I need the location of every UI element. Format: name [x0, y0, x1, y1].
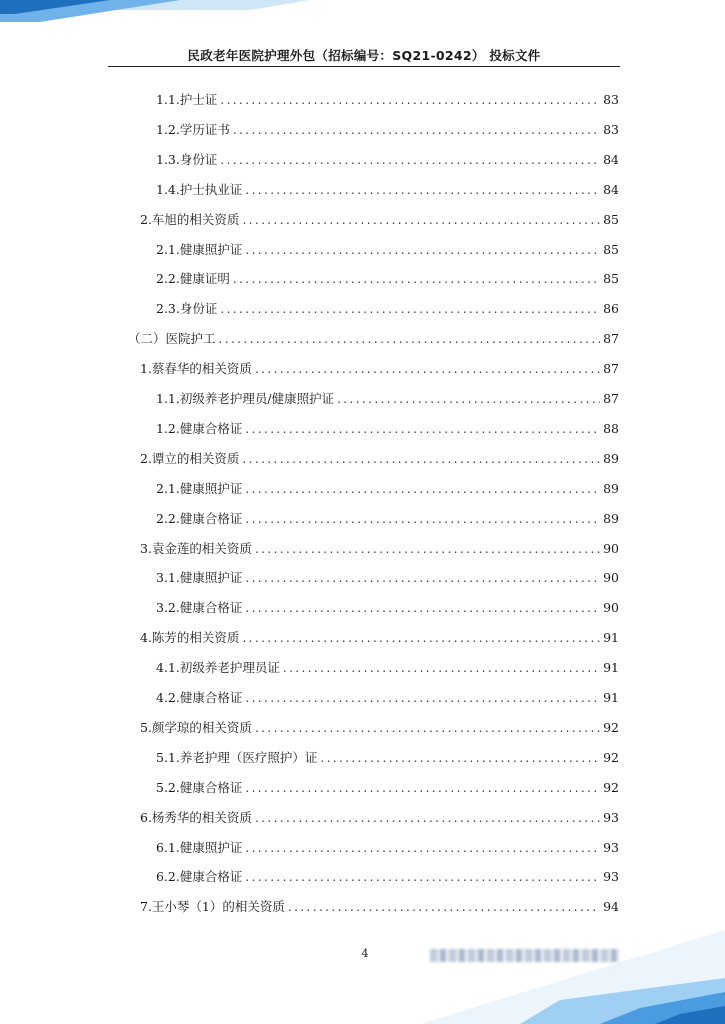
toc-entry-page: 90 — [603, 600, 619, 616]
toc-dot-leader — [337, 391, 600, 407]
toc-dot-leader — [255, 541, 600, 557]
toc-entry-page: 83 — [603, 121, 619, 137]
toc-dot-leader — [220, 92, 600, 108]
toc-entry-label: 2.1.健康照护证 — [156, 241, 243, 257]
toc-dot-leader — [255, 720, 600, 736]
toc-entry[interactable] — [156, 600, 619, 616]
toc-entry-page: 92 — [603, 779, 619, 795]
toc-entry-page: 92 — [603, 749, 619, 765]
toc-entry[interactable] — [156, 301, 619, 317]
toc-entry-label: 1.1.初级养老护理员/健康照护证 — [156, 391, 335, 406]
toc-dot-leader — [242, 451, 600, 467]
toc-entry[interactable] — [156, 511, 619, 527]
toc-entry-page: 91 — [603, 690, 619, 705]
toc-dot-leader — [220, 301, 600, 317]
toc-entry-page: 85 — [603, 211, 619, 227]
toc-entry-page: 90 — [603, 570, 619, 586]
toc-entry[interactable] — [156, 840, 619, 856]
toc-entry[interactable] — [156, 481, 619, 497]
toc-entry-label: 1.4.护士执业证 — [156, 181, 243, 197]
toc-entry[interactable] — [156, 660, 619, 676]
toc-entry[interactable] — [156, 570, 619, 586]
toc-dot-leader — [245, 570, 600, 586]
toc-entry-label: 2.谭立的相关资质 — [140, 450, 240, 466]
toc-dot-leader — [288, 899, 600, 915]
toc-entry-page: 85 — [603, 271, 619, 287]
toc-entry-page: 89 — [603, 480, 619, 496]
toc-dot-leader — [245, 511, 600, 527]
toc-dot-leader — [255, 810, 600, 826]
toc-entry-page: 86 — [603, 301, 619, 317]
toc-entry-page: 91 — [603, 630, 619, 646]
toc-dot-leader — [245, 600, 600, 616]
blurred-watermark — [430, 949, 620, 962]
toc-entry[interactable] — [128, 331, 619, 347]
toc-entry-page: 93 — [603, 809, 619, 825]
toc-entry-label: 1.2.健康合格证 — [156, 420, 243, 436]
page-header-title: 民政老年医院护理外包（招标编号：SQ21-0242） 投标文件 — [187, 48, 541, 63]
toc-dot-leader — [255, 361, 600, 377]
toc-entry-label: 5.颜学琼的相关资质 — [140, 719, 252, 735]
toc-entry[interactable] — [156, 780, 619, 796]
toc-entry-label: 6.1.健康照护证 — [156, 839, 243, 855]
toc-entry-page: 93 — [603, 869, 619, 885]
toc-dot-leader — [245, 869, 600, 885]
toc-entry-page: 87 — [603, 331, 619, 347]
toc-entry[interactable] — [156, 391, 619, 407]
toc-entry[interactable] — [156, 152, 619, 168]
toc-entry-label: （二）医院护工 — [128, 331, 216, 347]
toc-entry-page: 88 — [603, 420, 619, 436]
toc-entry-page: 93 — [603, 839, 619, 855]
toc-dot-leader — [245, 840, 600, 856]
toc-entry-page: 89 — [603, 450, 619, 466]
toc-entry-label: 6.2.健康合格证 — [156, 869, 243, 885]
page-number: 4 — [361, 947, 369, 960]
toc-entry[interactable] — [156, 421, 619, 437]
toc-entry-label: 2.2.健康证明 — [156, 271, 230, 287]
toc-entry[interactable] — [156, 242, 619, 258]
toc-dot-leader — [219, 331, 601, 347]
toc-entry-page: 90 — [603, 540, 619, 556]
toc-dot-leader — [245, 421, 600, 437]
toc-entry[interactable] — [156, 182, 619, 198]
toc-entry-page: 89 — [603, 510, 619, 526]
toc-entry-label: 2.2.健康合格证 — [156, 510, 243, 526]
toc-entry[interactable] — [156, 690, 619, 706]
toc-dot-leader — [220, 152, 600, 168]
toc-dot-leader — [245, 690, 600, 706]
toc-entry-label: 4.2.健康合格证 — [156, 690, 243, 705]
toc-entry-label: 1.2.学历证书 — [156, 121, 230, 137]
toc-dot-leader — [245, 780, 600, 796]
toc-entry-page: 87 — [603, 391, 619, 406]
toc-entry[interactable] — [156, 92, 619, 108]
toc-entry[interactable] — [140, 630, 619, 646]
toc-dot-leader — [233, 122, 600, 138]
toc-dot-leader — [283, 660, 600, 676]
toc-entry-label: 2.1.健康照护证 — [156, 480, 243, 496]
toc-entry-label: 4.1.初级养老护理员证 — [156, 660, 280, 676]
toc-dot-leader — [242, 630, 600, 646]
toc-entry[interactable] — [140, 810, 619, 826]
toc-entry-page: 92 — [603, 719, 619, 735]
toc-entry-label: 5.2.健康合格证 — [156, 779, 243, 795]
toc-entry-page: 91 — [603, 660, 619, 676]
toc-dot-leader — [233, 271, 600, 287]
toc-entry[interactable] — [140, 451, 619, 467]
toc-entry-label: 1.蔡春华的相关资质 — [140, 361, 252, 377]
toc-entry-page: 94 — [603, 899, 619, 915]
toc-entry[interactable] — [140, 361, 619, 377]
toc-entry[interactable] — [140, 899, 619, 915]
toc-dot-leader — [245, 242, 600, 258]
toc-dot-leader — [245, 182, 600, 198]
toc-entry-label: 2.车旭的相关资质 — [140, 211, 240, 227]
toc-entry[interactable] — [140, 541, 619, 557]
toc-entry-label: 3.1.健康照护证 — [156, 570, 243, 586]
toc-dot-leader — [320, 750, 600, 766]
toc-entry-page: 87 — [603, 361, 619, 377]
toc-entry-page: 84 — [603, 151, 619, 167]
toc-entry-page: 84 — [603, 181, 619, 197]
toc-entry-label: 1.1.护士证 — [156, 92, 218, 107]
toc-entry[interactable] — [140, 212, 619, 228]
toc-entry-label: 3.袁金莲的相关资质 — [140, 540, 252, 556]
toc-entry[interactable] — [156, 271, 619, 287]
toc-entry[interactable] — [156, 122, 619, 138]
toc-entry-label: 5.1.养老护理（医疗照护）证 — [156, 749, 318, 765]
toc-entry-label: 6.杨秀华的相关资质 — [140, 809, 252, 825]
toc-entry[interactable] — [156, 750, 619, 766]
toc-entry-label: 7.王小琴（1）的相关资质 — [140, 899, 285, 915]
toc-entry-label: 2.3.身份证 — [156, 301, 218, 317]
toc-entry-label: 4.陈芳的相关资质 — [140, 630, 240, 646]
toc-entry-page: 83 — [603, 92, 619, 107]
toc-entry-page: 85 — [603, 241, 619, 257]
toc-dot-leader — [242, 212, 600, 228]
toc-entry[interactable] — [156, 869, 619, 885]
toc-entry-label: 1.3.身份证 — [156, 151, 218, 167]
toc-entry[interactable] — [140, 720, 619, 736]
toc-dot-leader — [245, 481, 600, 497]
toc-entry-label: 3.2.健康合格证 — [156, 600, 243, 616]
